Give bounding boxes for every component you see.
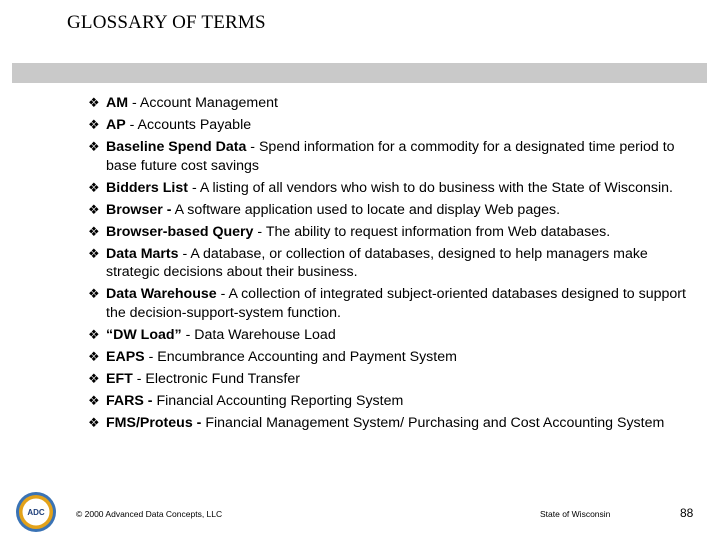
glossary-definition: The ability to request information from Web databases.: [265, 223, 611, 240]
glossary-separator: -: [144, 348, 158, 365]
diamond-bullet-icon: ❖: [88, 245, 100, 261]
glossary-separator: -: [132, 370, 146, 387]
diamond-bullet-icon: ❖: [88, 348, 100, 364]
glossary-term: FARS -: [106, 392, 153, 409]
glossary-definition: Financial Accounting Reporting System: [156, 392, 404, 409]
glossary-separator: -: [178, 245, 191, 262]
glossary-term: AP: [106, 116, 126, 133]
diamond-bullet-icon: ❖: [88, 414, 100, 430]
glossary-term: Browser-based Query: [106, 223, 254, 240]
glossary-item: [88, 245, 688, 282]
adc-logo-icon: [14, 490, 58, 534]
diamond-bullet-icon: ❖: [88, 138, 100, 154]
diamond-bullet-icon: ❖: [88, 326, 100, 342]
glossary-separator: -: [246, 138, 259, 155]
footer-organization: State of Wisconsin: [540, 509, 611, 519]
glossary-separator: -: [253, 223, 266, 240]
diamond-bullet-icon: ❖: [88, 179, 100, 195]
glossary-term: AM: [106, 95, 129, 111]
glossary-term: EFT: [106, 370, 133, 387]
glossary-item: [88, 392, 688, 411]
glossary-separator: -: [216, 286, 229, 303]
page-title: GLOSSARY OF TERMS: [67, 12, 266, 33]
glossary-term: Bidders List: [106, 179, 188, 196]
diamond-bullet-icon: ❖: [88, 95, 100, 110]
glossary-item: [88, 414, 688, 433]
glossary-term: EAPS: [106, 348, 145, 365]
glossary-item: [88, 223, 688, 242]
glossary-term: FMS/Proteus -: [106, 414, 202, 431]
glossary-item: [88, 94, 688, 113]
logo-text: ADC: [27, 508, 45, 517]
glossary-term: Data Marts: [106, 245, 179, 262]
glossary-term: “DW Load”: [106, 326, 182, 343]
glossary-separator: -: [181, 326, 195, 343]
glossary-definition: A software application used to locate and display Web pages.: [174, 201, 561, 218]
glossary-item: [88, 285, 688, 322]
glossary-definition: A listing of all vendors who wish to do business with the State of Wisconsin.: [199, 179, 673, 196]
diamond-bullet-icon: ❖: [88, 201, 100, 217]
footer-copyright: © 2000 Advanced Data Concepts, LLC: [76, 509, 223, 519]
glossary-definition: Account Management: [139, 95, 278, 111]
glossary-item: [88, 370, 688, 389]
diamond-bullet-icon: ❖: [88, 370, 100, 386]
glossary-item: [88, 138, 688, 175]
page-number: 88: [680, 506, 694, 520]
glossary-term: Browser -: [106, 201, 172, 218]
glossary-definition: A database, or collection of databases, designed to help managers make strategic decisions about their business.: [106, 245, 648, 281]
diamond-bullet-icon: ❖: [88, 223, 100, 239]
glossary-definition: Financial Management System/ Purchasing and Cost Accounting System: [205, 414, 665, 431]
diamond-bullet-icon: ❖: [88, 116, 100, 132]
glossary-list: [88, 94, 688, 436]
glossary-item: [88, 201, 688, 220]
glossary-item: [88, 348, 688, 367]
glossary-definition: Encumbrance Accounting and Payment System: [157, 348, 457, 365]
glossary-item: [88, 326, 688, 345]
glossary-separator: -: [128, 95, 140, 111]
glossary-separator: -: [188, 179, 200, 196]
glossary-definition: A collection of integrated subject-oriented databases designed to support the decision-support-system function.: [106, 286, 686, 321]
glossary-definition: Spend information for a commodity for a designated time period to base future cost savings: [106, 138, 675, 174]
glossary-definition: Data Warehouse Load: [194, 326, 336, 343]
diamond-bullet-icon: ❖: [88, 286, 100, 302]
glossary-definition: Accounts Payable: [137, 116, 252, 133]
glossary-separator: -: [125, 116, 138, 133]
glossary-term: Data Warehouse: [106, 286, 217, 303]
glossary-item: [88, 179, 688, 198]
diamond-bullet-icon: ❖: [88, 392, 100, 408]
glossary-item: [88, 116, 688, 135]
title-divider-band: [12, 63, 707, 83]
glossary-definition: Electronic Fund Transfer: [145, 370, 300, 387]
glossary-term: Baseline Spend Data: [106, 138, 247, 155]
